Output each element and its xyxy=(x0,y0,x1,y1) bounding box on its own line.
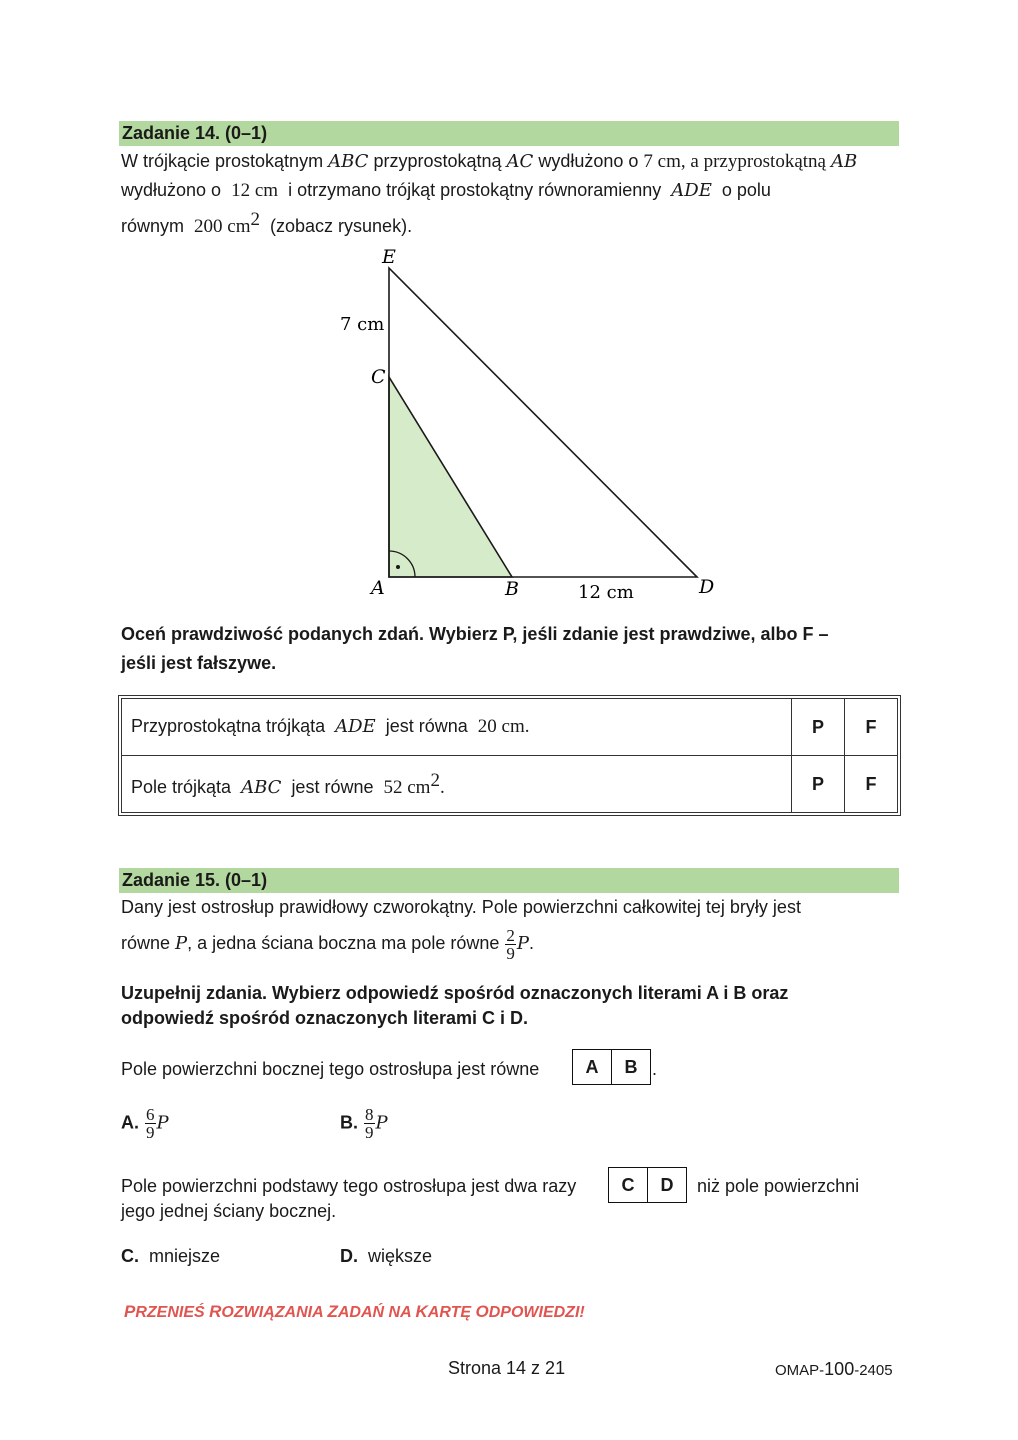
option-d[interactable]: D. większe xyxy=(340,1246,433,1266)
triangle-abc-fill xyxy=(389,377,512,577)
choice-box-b[interactable]: B xyxy=(611,1050,650,1084)
label-e: E xyxy=(382,246,396,268)
label-d: D xyxy=(699,576,715,598)
label-c: C xyxy=(371,366,386,388)
true-false-table xyxy=(121,698,898,813)
sentence-1-period: . xyxy=(652,1059,658,1079)
option-a[interactable]: A. $\frac{6}{9}$ P xyxy=(121,1105,169,1142)
fraction-8-9: $\frac{8}{9}$ xyxy=(365,1105,374,1142)
task-15-header: Zadanie 15. (0–1) xyxy=(119,868,899,893)
task-14-instruction-line-1: Oceń prawdziwość podanych zdań. Wybierz P, jeśli zdanie jest prawdziwe, albo F – xyxy=(121,624,829,644)
task-14-header: Zadanie 14. (0–1) xyxy=(119,121,899,146)
option-b[interactable]: B. $\frac{8}{9}$ P xyxy=(340,1105,388,1142)
right-angle-dot xyxy=(396,565,400,569)
task-14-intro-line-1: W trójkącie prostokątnym ABC przyprostokątną AC wydłużono o 7 cm, a przyprostokątną AB xyxy=(121,151,858,172)
task-14-intro-line-2: wydłużono o 12 cm i otrzymano trójkąt prostokątny równoramienny ADE o polu xyxy=(121,180,771,201)
choice-box-d[interactable]: D xyxy=(647,1168,686,1202)
sentence-1: Pole powierzchni bocznej tego ostrosłupa jest równe xyxy=(121,1059,540,1079)
table-row xyxy=(122,756,898,813)
statement-1: Przyprostokątna trójkąta ADE jest równa 20 cm. xyxy=(122,699,792,756)
task-14-instruction xyxy=(121,620,829,678)
task-14-intro-line-3: równym 200 $cm^2$ (zobacz rysunek). xyxy=(121,209,413,237)
fraction-2-9: $\frac{2}{9}$ xyxy=(506,925,515,963)
choice-box-a[interactable]: A xyxy=(585,1057,599,1077)
task-15-intro-line-2: równe P, a jedna ściana boczna ma pole równe $\frac{2}{9}$ P. xyxy=(121,925,535,963)
page-number: Strona 14 z 21 xyxy=(448,1358,566,1378)
task-14-instruction-line-2: jeśli jest fałszywe. xyxy=(121,653,277,673)
task-15-instruction xyxy=(121,981,788,1031)
table-row xyxy=(122,699,898,756)
choice-box-cd xyxy=(608,1167,687,1203)
label-b: B xyxy=(505,578,519,600)
sentence-2-part-2: niż pole powierzchni xyxy=(697,1176,860,1196)
choice-box-c[interactable]: C xyxy=(621,1175,635,1195)
fraction-6-9: $\frac{6}{9}$ xyxy=(146,1105,155,1142)
task-15-instruction-line-1: Uzupełnij zdania. Wybierz odpowiedź spośród oznaczonych literami A i B oraz xyxy=(121,983,789,1003)
task-15-intro-line-1: Dany jest ostrosłup prawidłowy czworokątny. Pole powierzchni całkowitej tej bryły jest xyxy=(121,897,801,917)
sentence-2-part-1: Pole powierzchni podstawy tego ostrosłupa jest dwa razy xyxy=(121,1176,577,1196)
sentence-2-part-3: jego jednej ściany bocznej. xyxy=(121,1201,337,1221)
statement-1-option-f[interactable]: F xyxy=(845,699,898,756)
label-a: A xyxy=(371,577,385,599)
option-c[interactable]: C. mniejsze xyxy=(121,1246,221,1266)
triangle-figure xyxy=(0,0,1018,640)
statement-2-option-p[interactable]: P xyxy=(792,756,845,813)
statement-2-option-f[interactable]: F xyxy=(845,756,898,813)
label-bd-length: 12 cm xyxy=(578,582,634,603)
task-15-instruction-line-2: odpowiedź spośród oznaczonych literami C i D. xyxy=(121,1008,529,1028)
label-ec-length: 7 cm xyxy=(340,314,385,335)
choice-box-ab xyxy=(572,1049,651,1085)
transfer-answers-warning: PRZENIEŚ ROZWIĄZANIA ZADAŃ NA KARTĘ ODPOWIEDZI! xyxy=(124,1302,585,1321)
exam-code: OMAP-100-2405 xyxy=(775,1359,893,1379)
statement-1-option-p[interactable]: P xyxy=(792,699,845,756)
statement-2: Pole trójkąta ABC jest równe 52 $cm^2$. xyxy=(122,756,792,813)
